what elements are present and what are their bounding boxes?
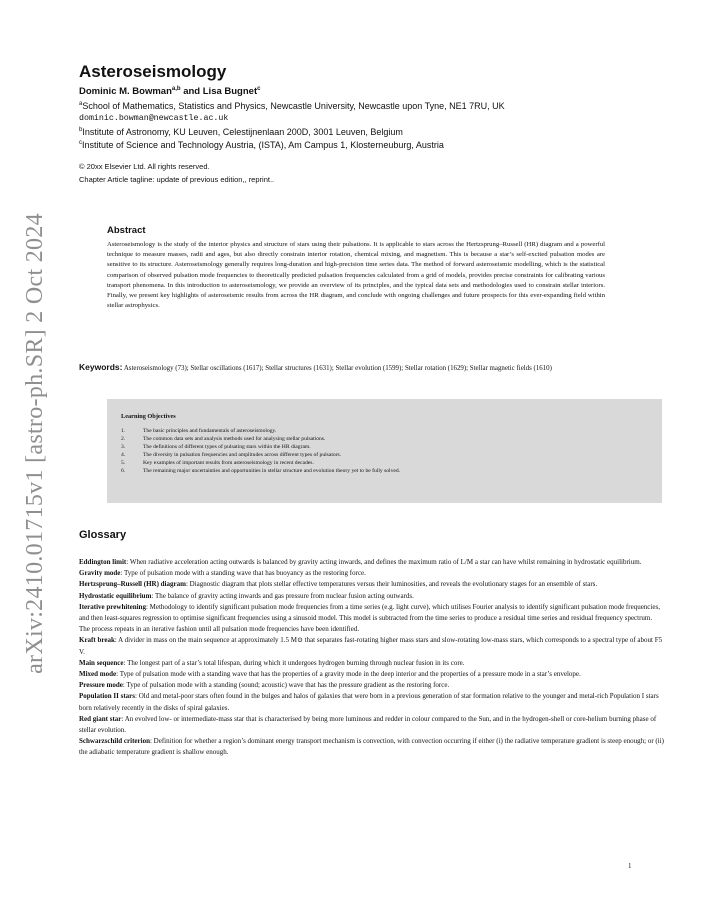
glossary-entry bbox=[79, 736, 664, 758]
glossary-term: Main sequence bbox=[79, 658, 124, 667]
glossary-definition: : An evolved low- or intermediate-mass star that is characterised by being more luminous and redder in colour compared to the Sun, and in the hydrogen-shell or core-helium burning phase of stellar evolution. bbox=[79, 714, 657, 735]
glossary-heading: Glossary bbox=[79, 529, 127, 541]
glossary-term: Iterative prewhitening bbox=[79, 602, 146, 611]
glossary-definition: : Methodology to identify significant pulsation mode frequencies from a time series (e.g. light curve), which utilises Fourier analysis to identify significant pulsation mode frequencies, and then least-squares regression to optimise significant frequencies using a sinusoid model. This model is subtracted from the time series to produce a residual time series and residual frequency spectrum. The process repeats in an iterative fashion until all pulsation mode frequencies have been identified. bbox=[79, 602, 660, 634]
affiliation-text: Institute of Science and Technology Austria, (ISTA), Am Campus 1, Klosterneuburg, Austria bbox=[82, 140, 444, 150]
learning-objectives-box bbox=[107, 399, 662, 503]
glossary-term: Eddington limit bbox=[79, 558, 127, 566]
arxiv-identifier-text: arXiv:2410.01715v1 [astro-ph.SR] 2 Oct 2024 bbox=[21, 212, 48, 674]
glossary-definition: : Type of pulsation mode with a standing (sound; acoustic) wave that has the pressure gradient as the restoring force. bbox=[122, 681, 450, 690]
paper-title: Asteroseismology bbox=[79, 62, 227, 81]
objective-number: 5. bbox=[121, 460, 126, 466]
learning-objective-item bbox=[121, 427, 400, 435]
abstract-heading: Abstract bbox=[107, 225, 146, 236]
learning-objective-item bbox=[121, 451, 400, 459]
objective-number: 2. bbox=[121, 436, 126, 442]
learning-objective-item bbox=[121, 443, 400, 451]
author-line bbox=[79, 86, 260, 97]
affiliation-a bbox=[79, 100, 505, 112]
objective-text: The common data sets and analysis methods used for analysing stellar pulsations. bbox=[143, 436, 326, 442]
glossary-term: Kraft break bbox=[79, 636, 115, 645]
arxiv-identifier-stamp bbox=[18, 212, 52, 674]
glossary-term: Red giant star bbox=[79, 714, 122, 723]
glossary-list bbox=[79, 557, 664, 759]
affiliation-text: Institute of Astronomy, KU Leuven, Celestijnenlaan 200D, 3001 Leuven, Belgium bbox=[82, 127, 403, 137]
affiliation-marker: a bbox=[79, 101, 83, 107]
author-conjunction: and bbox=[180, 86, 203, 97]
objective-number: 6. bbox=[121, 468, 126, 474]
affiliation-c bbox=[79, 139, 444, 151]
objective-text: Key examples of important results from asteroseismology in recent decades. bbox=[143, 460, 314, 466]
glossary-definition: : Old and metal-poor stars often found in the bulges and halos of galaxies that were born in a previous generation of star formation relative to the younger and metal-rich Population I stars born relatively recently in the disks of spiral galaxies. bbox=[79, 692, 659, 712]
glossary-definition: : Definition for whether a region’s dominant energy transport mechanism is convection, with convection occurring if either (i) the radiative temperature gradient is steep enough; or (ii) the adiabatic temperature gradient is shallow enough. bbox=[79, 737, 664, 757]
glossary-entry bbox=[79, 568, 664, 579]
author-name: Lisa Bugnet bbox=[202, 86, 258, 97]
glossary-term: Pressure mode bbox=[79, 681, 123, 690]
glossary-definition: : Type of pulsation mode with a standing wave that has the properties of a gravity mode in the deep interior and the properties of a pressure mode in a star’s envelope. bbox=[116, 670, 581, 679]
page-number: 1 bbox=[628, 862, 632, 870]
glossary-definition: : The balance of gravity acting inwards and gas pressure from nuclear fusion acting outwards. bbox=[151, 591, 414, 600]
glossary-term: Schwarzschild criterion bbox=[79, 737, 150, 746]
glossary-entry bbox=[79, 635, 664, 657]
glossary-entry bbox=[79, 680, 664, 691]
affiliation-marker: b bbox=[79, 127, 83, 133]
glossary-term: Gravity mode bbox=[79, 569, 121, 578]
glossary-definition: : Diagnostic diagram that plots stellar effective temperatures versus their luminosities, and reveals the evolutionary stages for an ensemble of stars. bbox=[185, 580, 598, 589]
glossary-term: Hertzsprung–Russell (HR) diagram bbox=[79, 580, 186, 589]
objective-text: The remaining major uncertainties and opportunities in stellar structure and evolution theory yet to be fully solved. bbox=[143, 468, 401, 474]
objective-number: 3. bbox=[121, 444, 126, 450]
learning-objective-item bbox=[121, 459, 400, 467]
glossary-entry bbox=[79, 691, 664, 713]
affiliation-b bbox=[79, 126, 403, 138]
learning-objectives-heading: Learning Objectives bbox=[121, 413, 176, 420]
keywords-label: Keywords: bbox=[79, 362, 123, 372]
affiliation-text: School of Mathematics, Statistics and Physics, Newcastle University, Newcastle upon Tyne, NE1 7RU, UK bbox=[82, 101, 505, 111]
glossary-entry bbox=[79, 669, 664, 680]
learning-objectives-list bbox=[121, 427, 400, 475]
keywords-line bbox=[79, 362, 664, 374]
objective-text: The diversity in pulsation frequencies and amplitudes across different types of pulsators. bbox=[143, 452, 342, 458]
author-affiliation-marker: c bbox=[257, 85, 261, 92]
objective-number: 1. bbox=[121, 428, 126, 434]
objective-text: The basic principles and fundamentals of asteroseismology. bbox=[143, 428, 277, 434]
glossary-entry bbox=[79, 557, 664, 568]
glossary-entry bbox=[79, 591, 664, 602]
objective-number: 4. bbox=[121, 452, 126, 458]
author-name: Dominic M. Bowman bbox=[79, 86, 172, 97]
glossary-entry bbox=[79, 579, 664, 590]
glossary-term: Population II stars bbox=[79, 692, 136, 701]
copyright-notice: © 20xx Elsevier Ltd. All rights reserved. bbox=[79, 162, 210, 171]
glossary-entry bbox=[79, 714, 664, 736]
chapter-tagline: Chapter Article tagline: update of previous edition,, reprint.. bbox=[79, 175, 275, 184]
glossary-definition: : When radiative acceleration acting outwards is balanced by gravity acting inwards, and defines the maximum ratio of L/M a star can have whilst remaining in hydrostatic equilibrium. bbox=[126, 558, 642, 566]
author-affiliation-marker: a,b bbox=[171, 85, 181, 92]
affiliation-marker: c bbox=[79, 140, 82, 146]
glossary-term: Hydrostatic equilibrium bbox=[79, 591, 152, 600]
abstract-body: Asteroseismology is the study of the interior physics and structure of stars using their pulsations. It is applicable to stars across the Hertzsprung–Russell (HR) diagram and a powerful technique to measure masses, radii and ages, but also directly constrain interior rotation, chemical mixing, and magnetism. This is because a star’s self-excited pulsation modes are sensitive to its structure. Asteroseismology generally requires long-duration and high-precision time series data. The method of forward asteroseismic modelling, which is the statistical comparison of observed pulsation mode frequencies to theoretically predicted pulsation frequencies calculated from a grid of models, provides precise constraints for calibrating various transport phenomena. In this introduction to asteroseismology, we provide an overview of its principles, and the typical data sets and methodologies used to constrain stellar interiors. Finally, we present key highlights of asteroseismic results from across the HR diagram, and conclude with ongoing challenges and future prospects for this ever-expanding field within stellar astrophysics. bbox=[107, 241, 605, 310]
corresponding-email[interactable]: dominic.bowman@newcastle.ac.uk bbox=[79, 114, 229, 123]
glossary-entry bbox=[79, 658, 664, 669]
learning-objective-item bbox=[121, 467, 400, 475]
learning-objective-item bbox=[121, 435, 400, 443]
glossary-entry bbox=[79, 602, 664, 636]
glossary-definition: : The longest part of a star’s total lifespan, during which it undergoes hydrogen burning through nuclear fusion in its core. bbox=[123, 658, 465, 667]
glossary-term: Mixed mode bbox=[79, 670, 117, 679]
keywords-text: Asteroseismology (73); Stellar oscillations (1617); Stellar structures (1631); Stellar evolution (1599); Stellar rotation (1629); Stellar magnetic fields (1610) bbox=[123, 365, 552, 372]
objective-text: The definitions of different types of pulsating stars within the HR diagram. bbox=[143, 444, 311, 450]
glossary-definition: : Type of pulsation mode with a standing wave that has buoyancy as the restoring force. bbox=[120, 569, 366, 578]
glossary-definition: : A divider in mass on the main sequence at approximately 1.5 M⊙ that separates fast-rotating higher mass stars and slow-rotating low-mass stars, which corresponds to a spectral type of about F5 V. bbox=[79, 636, 663, 656]
